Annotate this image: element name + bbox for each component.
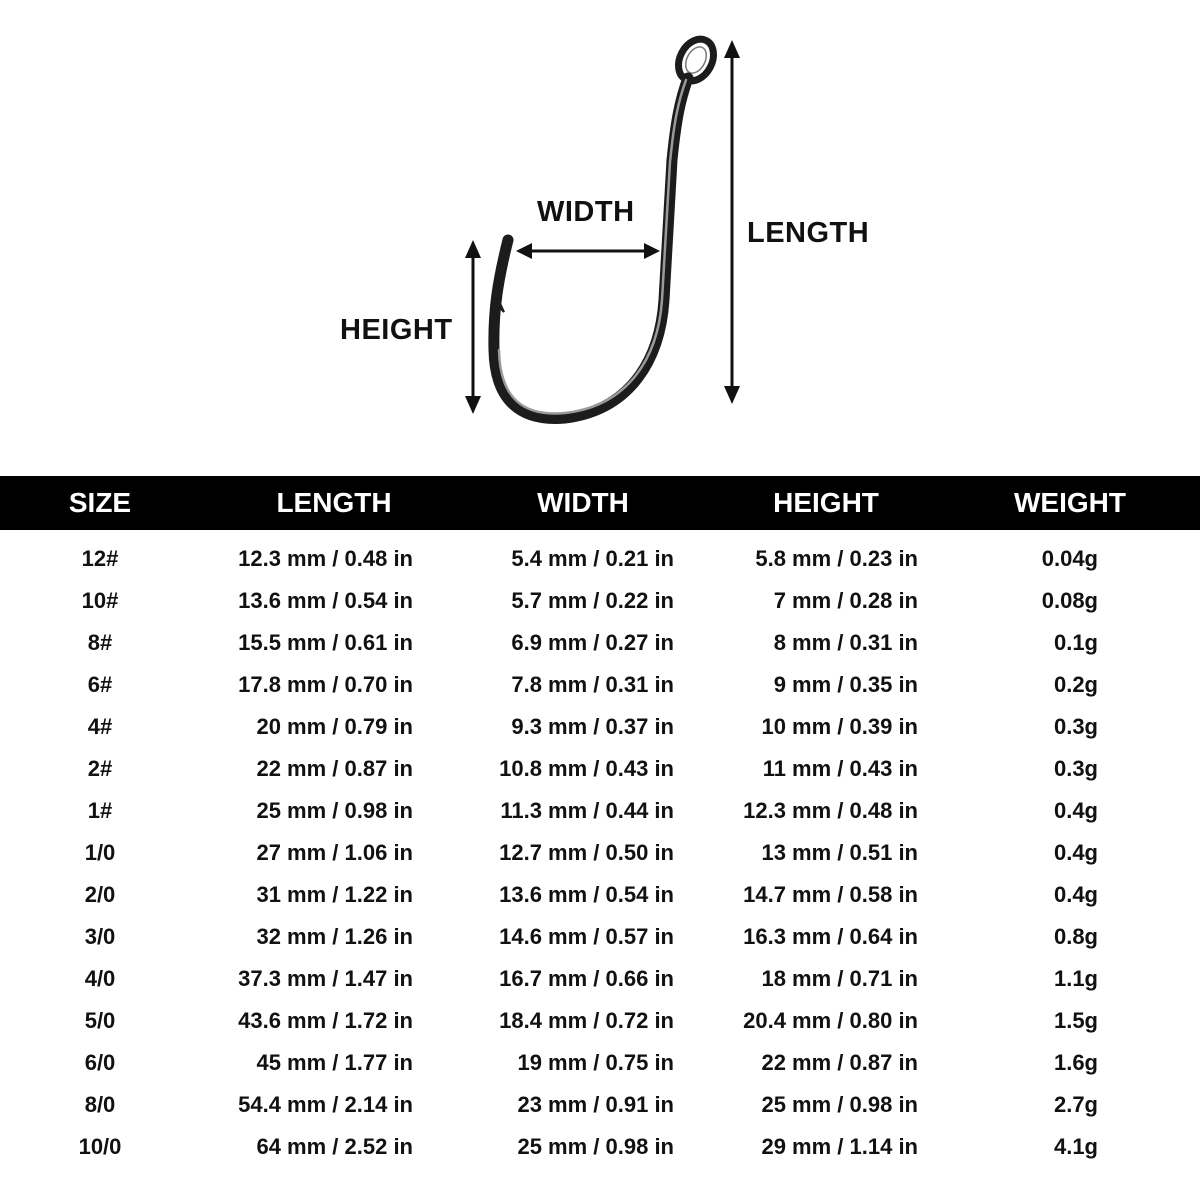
weight-cell: 0.8g [1053,924,1098,949]
width-arrow [516,243,660,259]
weight-cell: 1.1g [1053,966,1098,991]
width-label: WIDTH [537,196,635,228]
weight-cell: 0.04g [1041,546,1098,571]
weight-cell: 1.6g [1053,1050,1098,1075]
length-arrow [724,40,740,404]
length-cell: 22 mm / 0.87 in [256,756,413,781]
height-cell: 11 mm / 0.43 in [762,756,918,781]
length-cell: 25 mm / 0.98 in [256,798,413,823]
weight-cell: 0.3g [1053,714,1098,739]
table-row [0,1126,1200,1168]
width-cell: 18.4 mm / 0.72 in [499,1008,674,1033]
table-row [0,622,1200,664]
height-cell: 16.3 mm / 0.64 in [743,924,918,949]
weight-cell: 2.7g [1053,1092,1098,1117]
table-row [0,748,1200,790]
size-cell: 6/0 [84,1050,116,1075]
length-cell: 12.3 mm / 0.48 in [238,546,413,571]
size-cell: 1/0 [84,840,116,865]
width-cell: 5.7 mm / 0.22 in [511,588,674,613]
width-cell: 12.7 mm / 0.50 in [499,840,674,865]
weight-cell: 0.4g [1053,798,1098,823]
hook-eye [672,33,721,87]
width-cell: 13.6 mm / 0.54 in [499,882,674,907]
size-cell: 10/0 [78,1134,122,1159]
height-arrow [465,240,481,414]
weight-cell: 0.4g [1053,840,1098,865]
height-cell: 25 mm / 0.98 in [761,1092,918,1117]
table-row [0,1042,1200,1084]
table-row [0,916,1200,958]
size-cell: 8# [87,630,113,655]
table-row [0,580,1200,622]
height-cell: 8 mm / 0.31 in [773,630,918,655]
height-label: HEIGHT [340,314,453,346]
height-cell: 20.4 mm / 0.80 in [743,1008,918,1033]
size-cell: 5/0 [84,1008,116,1033]
hook-illustration [0,0,1200,460]
table-row [0,664,1200,706]
size-cell: 3/0 [84,924,116,949]
width-cell: 10.8 mm / 0.43 in [499,756,674,781]
weight-cell: 0.1g [1053,630,1098,655]
table-row [0,1084,1200,1126]
header-width: WIDTH [537,487,629,518]
table-header [0,476,1200,530]
size-cell: 8/0 [84,1092,116,1117]
table-row [0,1000,1200,1042]
header-weight: WEIGHT [1014,487,1126,518]
height-cell: 10 mm / 0.39 in [761,714,918,739]
table-row [0,958,1200,1000]
size-cell: 2# [87,756,113,781]
header-length: LENGTH [276,487,392,518]
height-cell: 5.8 mm / 0.23 in [755,546,918,571]
height-cell: 12.3 mm / 0.48 in [743,798,918,823]
height-cell: 18 mm / 0.71 in [761,966,918,991]
table-row [0,874,1200,916]
size-cell: 4/0 [84,966,116,991]
size-cell: 2/0 [84,882,116,907]
length-cell: 17.8 mm / 0.70 in [238,672,413,697]
size-cell: 6# [87,672,113,697]
width-cell: 11.3 mm / 0.44 in [500,798,674,823]
weight-cell: 0.08g [1041,588,1098,613]
length-cell: 54.4 mm / 2.14 in [238,1092,413,1117]
length-cell: 31 mm / 1.22 in [256,882,413,907]
header-size: SIZE [68,487,132,518]
width-cell: 25 mm / 0.98 in [517,1134,674,1159]
length-cell: 32 mm / 1.26 in [256,924,413,949]
width-cell: 5.4 mm / 0.21 in [511,546,674,571]
length-cell: 45 mm / 1.77 in [256,1050,413,1075]
length-cell: 64 mm / 2.52 in [256,1134,413,1159]
length-label: LENGTH [747,217,870,249]
length-cell: 37.3 mm / 1.47 in [238,966,413,991]
header-height: HEIGHT [773,487,879,518]
size-cell: 4# [87,714,113,739]
height-cell: 7 mm / 0.28 in [773,588,918,613]
length-cell: 43.6 mm / 1.72 in [238,1008,413,1033]
width-cell: 16.7 mm / 0.66 in [499,966,674,991]
height-cell: 14.7 mm / 0.58 in [743,882,918,907]
hook-dimension-diagram [0,0,1200,460]
weight-cell: 0.4g [1053,882,1098,907]
size-cell: 1# [87,798,113,823]
height-cell: 29 mm / 1.14 in [761,1134,918,1159]
width-cell: 23 mm / 0.91 in [517,1092,674,1117]
weight-cell: 4.1g [1053,1134,1098,1159]
table-row [0,538,1200,580]
height-cell: 13 mm / 0.51 in [761,840,918,865]
length-cell: 13.6 mm / 0.54 in [238,588,413,613]
width-cell: 19 mm / 0.75 in [517,1050,674,1075]
size-table-body [0,538,1200,1168]
length-cell: 27 mm / 1.06 in [256,840,413,865]
weight-cell: 0.2g [1053,672,1098,697]
height-cell: 22 mm / 0.87 in [761,1050,918,1075]
size-cell: 12# [81,546,119,571]
weight-cell: 0.3g [1053,756,1098,781]
table-row [0,790,1200,832]
length-cell: 20 mm / 0.79 in [256,714,413,739]
width-cell: 6.9 mm / 0.27 in [511,630,674,655]
table-row [0,832,1200,874]
weight-cell: 1.5g [1053,1008,1098,1033]
size-cell: 10# [81,588,119,613]
length-cell: 15.5 mm / 0.61 in [238,630,413,655]
width-cell: 7.8 mm / 0.31 in [511,672,674,697]
width-cell: 9.3 mm / 0.37 in [511,714,674,739]
height-cell: 9 mm / 0.35 in [773,672,918,697]
table-row [0,706,1200,748]
width-cell: 14.6 mm / 0.57 in [499,924,674,949]
